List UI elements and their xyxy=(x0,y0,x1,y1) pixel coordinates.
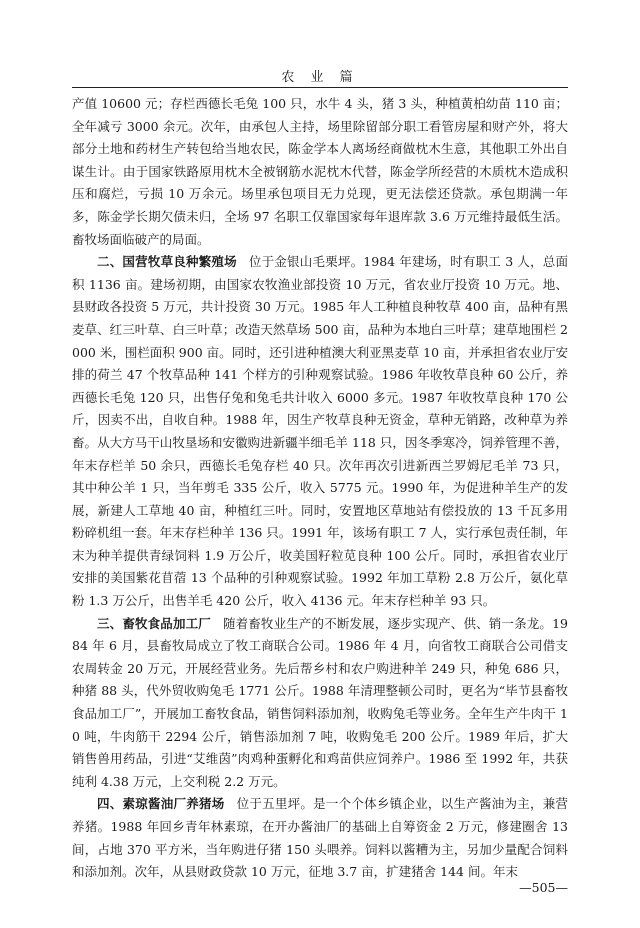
paragraph-4 xyxy=(72,793,568,883)
paragraph-text: 产值 10600 元；存栏西德长毛兔 100 只，水牛 4 头，猪 3 头，种植黄柏幼苗 110 亩；全年减亏 3000 余元。次年，由承包人主持，场里除留部分职工看管房屋和财产外，将大部分土地和药材生产转包给当地农民，陈金学本人离场经商做枕木生意，其他职工外出自谋生计。由于国家铁路原用枕木全被钢筋水泥枕木代替，陈金学所经营的木质枕木造成积压和腐烂，亏损 10 万余元。场里承包项目无力兑现，更无法偿还贷款。承包期满一年多，陈金学长期欠债未归，全场 97 名职工仅靠国家每年退库款 3.6 万元维持最低生活。畜牧场面临破产的局面。 xyxy=(72,96,568,247)
paragraph-text: 随着畜牧业生产的不断发展，逐步实现产、供、销一条龙。1984 年 6 月，县畜牧局成立了牧工商联合公司。1986 年 4 月，向省牧工商联合公司借支农周转金 20 万元，开展经营业务。先后帮乡村和农户购进种羊 249 只，种兔 686 只，种猪 88 头，代外贸收购兔毛 1771 公斤。1988 年清理整顿公司时，更名为“毕节县畜牧食品加工厂”，开展加工畜牧食品，销售饲料添加剂，收购兔毛等业务。全年生产牛肉干 10 吨，牛肉筋干 2294 公斤，销售添加剂 7 吨，收购兔毛 200 公斤。1989 年后，扩大销售兽用药品，引进“艾维茵”肉鸡种蛋孵化和鸡苗供应饲养户。1986 至 1992 年，共获纯利 4.38 万元，上交利税 2.2 万元。 xyxy=(72,615,568,789)
paragraph-1 xyxy=(72,93,568,251)
section-heading: 四、素琼酱油厂养猪场 xyxy=(97,796,225,812)
section-heading: 三、畜牧食品加工厂 xyxy=(97,615,211,631)
document-body xyxy=(72,93,568,884)
running-header: 农 业 篇 xyxy=(281,70,359,85)
section-heading: 二、国营牧草良种繁殖场 xyxy=(97,254,237,270)
paragraph-3 xyxy=(72,613,568,794)
paragraph-text: 位于金银山毛栗坪。1984 年建场，时有职工 3 人，总面积 1136 亩。建场初期，由国家农牧渔业部投资 10 万元，省农业厅投资 10 万元。地、县财政各投资 5 万元，共计投资 30 万元。1985 年人工种植良种牧草 400 亩，品种有黑麦草、红三叶草、白三叶草；改造天然草场 500 亩，品种为本地白三叶草；建草地围栏 2000 米，围栏面积 900 亩。同时，还引进种植澳大利亚黑麦草 10 亩，并承担省农业厅安排的荷兰 47 个牧草品种 141 个样方的引种观察试验。1986 年收牧草良种 60 公斤，养西德长毛兔 120 只，出售仔兔和兔毛共计收入 6000 多元。1987 年收牧草良种 170 公斤，因卖不出，自收自种。1988 年，因生产牧草良种无资金，草种无销路，改种草为养畜。从大方马干山牧垦场和安徽购进新疆半细毛羊 118 只，因冬季寒冷，饲养管理不善，年末存栏羊 50 余只，西德长毛兔存栏 40 只。次年再次引进新西兰罗姆尼毛羊 73 只，其中种公羊 1 只，当年剪毛 335 公斤，收入 5775 元。1990 年，为促进种羊生产的发展，新建人工草地 40 亩，种植红三叶。同时，安置地区草地站有偿投放的 13 千瓦多用粉碎机组一套。年末存栏种羊 136 只。1991 年，该场有职工 7 人，实行承包责任制，年末为种羊提供青绿饲料 1.9 万公斤，收美国籽粒苋良种 100 公斤。同时，承担省农业厅安排的美国紫花苜蓿 13 个品种的引种观察试验。1992 年加工草粉 2.8 万公斤，氨化草粉 1.3 万公斤，出售羊毛 420 公斤，收入 4136 元。年末存栏种羊 93 只。 xyxy=(72,254,568,609)
paragraph-2 xyxy=(72,251,568,613)
paragraph-text: 位于五里坪。是一个个体乡镇企业，以生产酱油为主，兼营养猪。1988 年回乡青年林素琼，在开办酱油厂的基础上自筹资金 2 万元，修建圈舍 13 间，占地 370 平方米，当年购进仔猪 150 头喂养。饲料以酱糟为主，另加少量配合饲料和添加剂。次年，从县财政贷款 10 万元，征地 3.7 亩，扩建猪舍 144 间。年末 xyxy=(72,796,568,880)
page-number: —505— xyxy=(519,880,568,895)
header-rule xyxy=(72,87,568,88)
